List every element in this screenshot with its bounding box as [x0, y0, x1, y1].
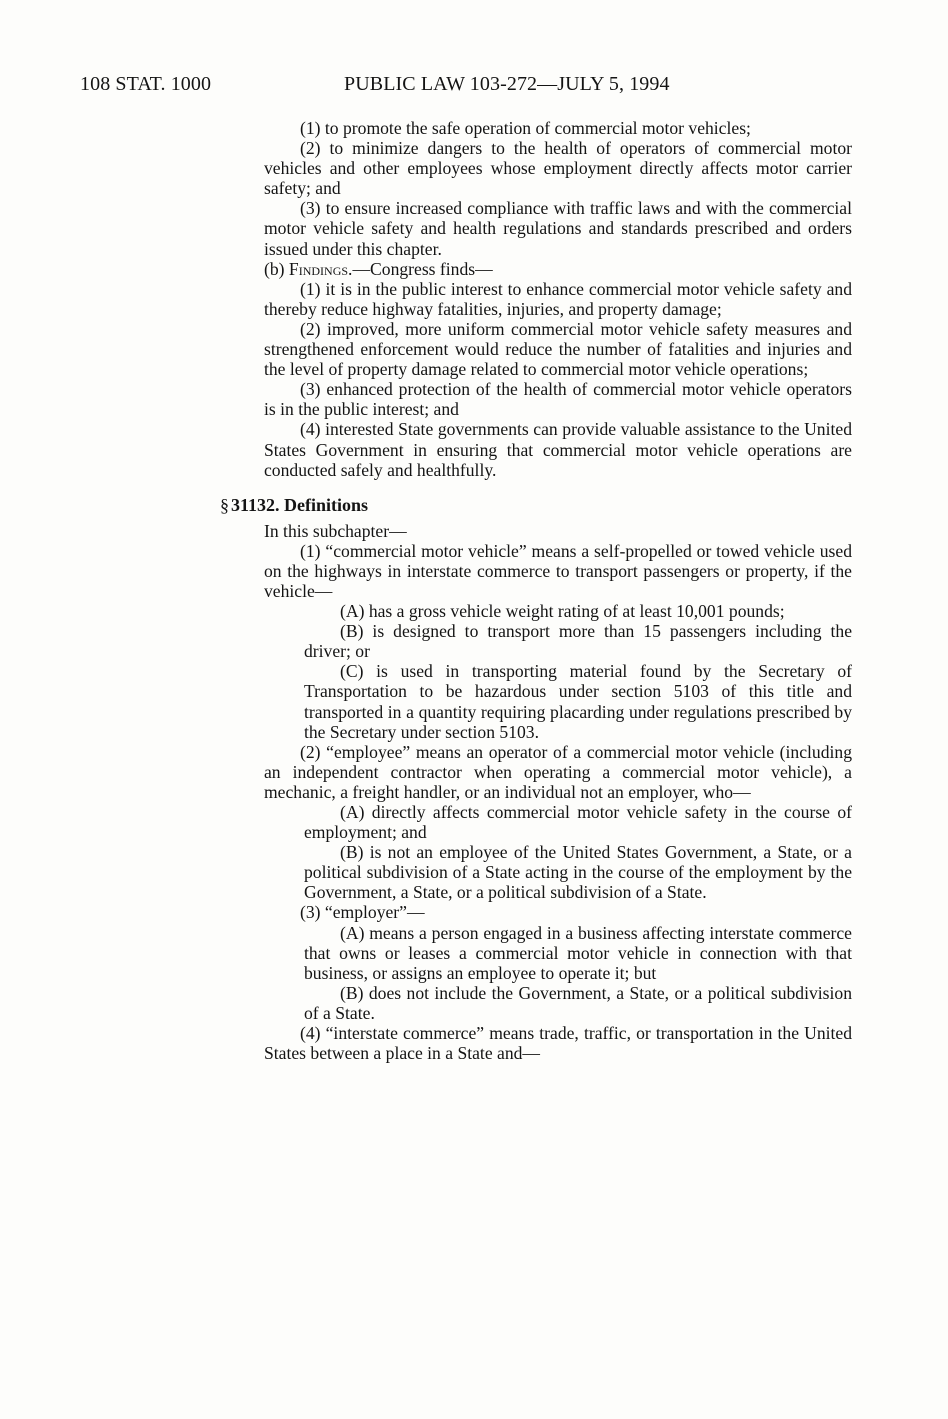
definition-3-b: (B) does not include the Government, a State, or a political subdivision of a State.	[304, 982, 852, 1023]
finding-item-1: (1) it is in the public interest to enhance commercial motor vehicle safety and thereby reduce highway fatalities, injuries, and property damage;	[264, 278, 852, 319]
law-title: PUBLIC LAW 103-272—JULY 5, 1994	[344, 73, 670, 95]
definition-3-a: (A) means a person engaged in a business affecting interstate commerce that owns or leases a commercial motor vehicle in connection with that business, or assigns an employee to operate it; but	[304, 922, 852, 983]
section-title: 31132. Definitions	[231, 494, 369, 515]
section-heading	[220, 493, 852, 517]
section-intro: In this subchapter—	[264, 520, 407, 541]
definition-2-a: (A) directly affects commercial motor vehicle safety in the course of employment; and	[304, 802, 852, 843]
definition-1-b: (B) is designed to transport more than 15 passengers including the driver; or	[304, 621, 852, 662]
purpose-item-3: (3) to ensure increased compliance with traffic laws and with the commercial motor vehicle safety and health regulations and standards prescribed and orders issued under this chapter.	[264, 198, 852, 259]
findings-label: (b)	[264, 258, 289, 279]
findings-rest: .—Congress finds—	[348, 258, 493, 279]
stat-page-number: 108 STAT. 1000	[80, 73, 212, 95]
section-symbol: §	[220, 494, 229, 515]
finding-item-2: (2) improved, more uniform commercial motor vehicle safety measures and strengthened enforcement would reduce the number of fatalities and injuries and the level of property damage related to commercial motor vehicle operations;	[264, 318, 852, 380]
finding-item-3: (3) enhanced protection of the health of commercial motor vehicle operators is in the public interest; and	[264, 379, 852, 420]
definition-2-b: (B) is not an employee of the United States Government, a State, or a political subdivision of a State acting in the course of the employment by the Government, a State, or a political subdivision of a State.	[304, 842, 852, 903]
document-body	[220, 118, 852, 1064]
definition-1-c: (C) is used in transporting material found by the Secretary of Transportation to be hazardous under section 5103 of this title and transported in a quantity requiring placarding under regulations prescribed by the Secretary under section 5103.	[304, 661, 852, 742]
definition-3: (3) “employer”—	[300, 902, 425, 923]
findings-caps: Findings	[288, 258, 349, 279]
finding-item-4: (4) interested State governments can provide valuable assistance to the United States Government in ensuring that commercial motor vehicle operations are conducted safely and healthfully.	[264, 419, 852, 480]
findings-heading	[264, 259, 852, 279]
definition-2: (2) “employee” means an operator of a commercial motor vehicle (including an independent contractor when operating a commercial motor vehicle), a mechanic, a freight handler, or an individual not an employer, who—	[264, 741, 852, 802]
definition-1-a: (A) has a gross vehicle weight rating of at least 10,001 pounds;	[340, 601, 785, 622]
purpose-item-1: (1) to promote the safe operation of commercial motor vehicles;	[300, 118, 751, 138]
definition-1: (1) “commercial motor vehicle” means a self-propelled or towed vehicle used on the highways in interstate commerce to transport passengers or property, if the vehicle—	[264, 540, 852, 601]
purpose-item-2: (2) to minimize dangers to the health of operators of commercial motor vehicles and other employees whose employment directly affects motor carrier safety; and	[264, 138, 852, 199]
definition-4: (4) “interstate commerce” means trade, traffic, or transportation in the United States between a place in a State and—	[264, 1023, 852, 1064]
